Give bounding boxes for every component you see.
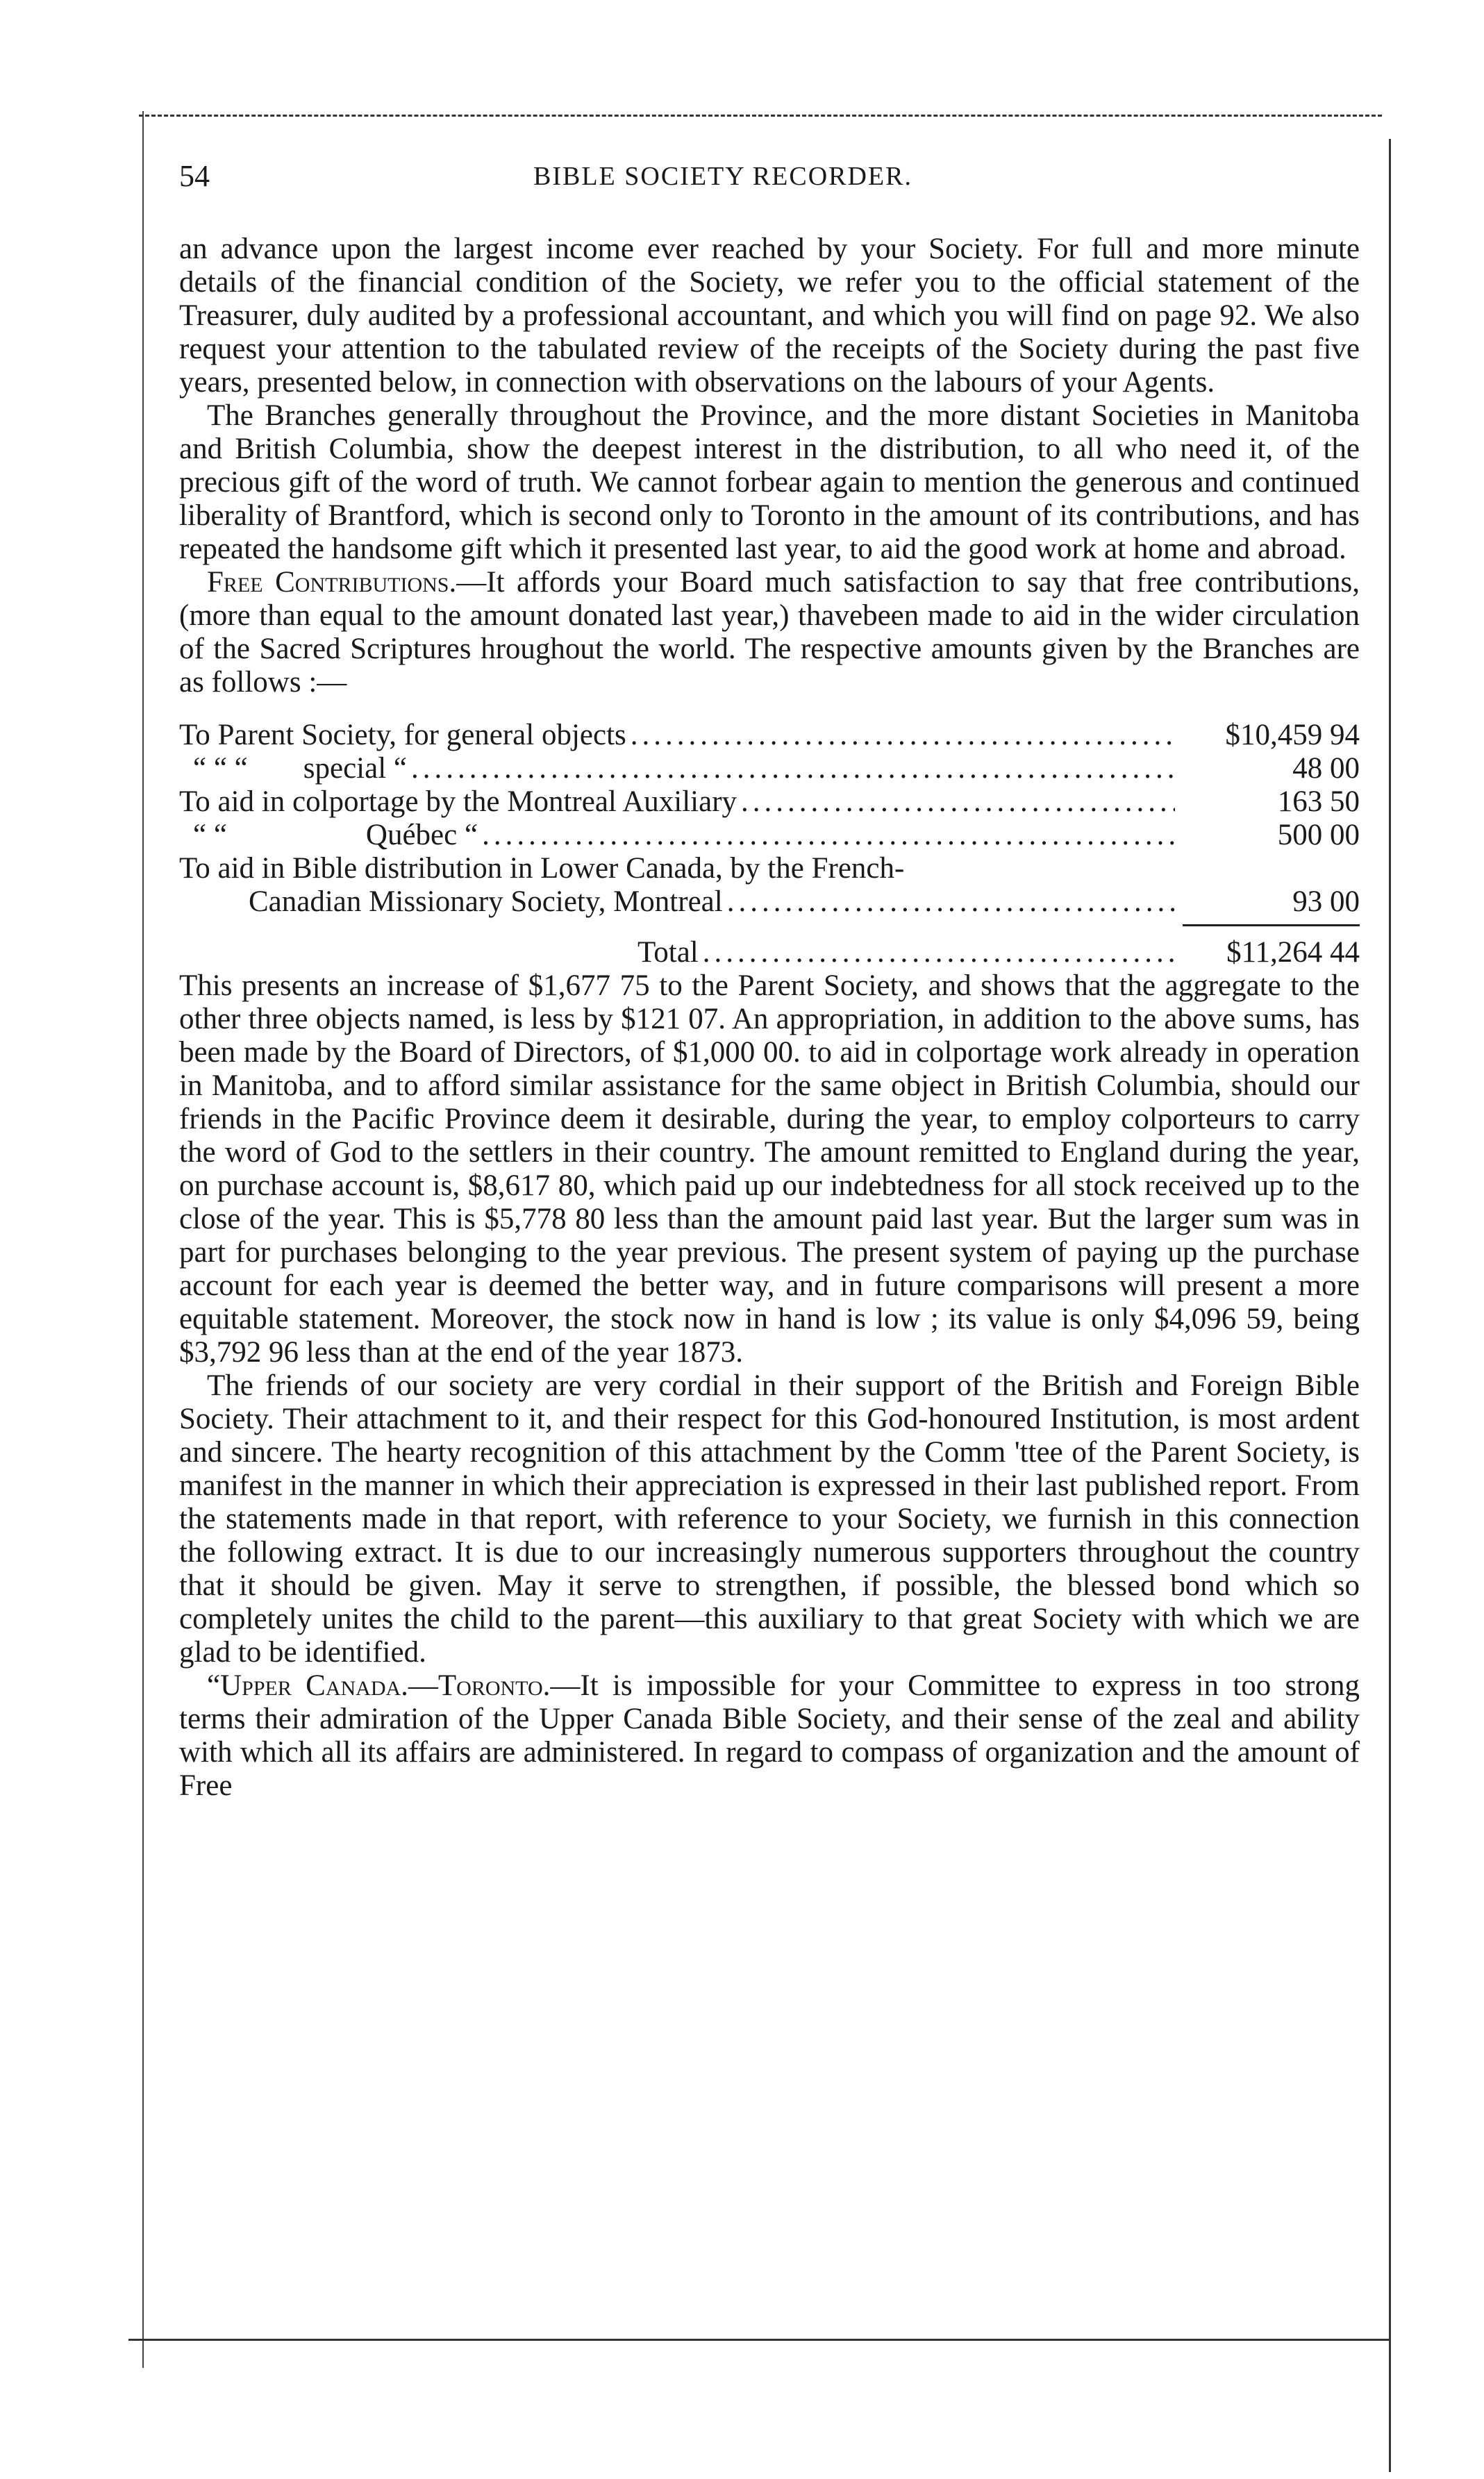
paragraph-1: an advance upon the largest income ever reached by your Society. For full and more minute details of the financial condition of the Society, we refer you to the official statement of the Treasurer, duly audited by a professional accountant, and which you will find on page 92. We also request your attention to the tabulated review of the receipts of the Society during the past five years, presented below, in connection with observations on the labours of your Agents.	[179, 233, 1360, 399]
leader-dots	[741, 785, 1175, 819]
ledger-row-amount: 48 00	[1292, 752, 1360, 785]
ledger-row-amount: $10,459 94	[1225, 719, 1360, 751]
scan-border-top	[139, 115, 1382, 117]
paragraph-3-text: —It affords your Board much satisfaction to say that free contributions, (more than equal to the amount donated last year,) thavebeen made to aid in the wider circulation of the Sacred Scriptures hroughout the world. The respective amounts given by the Branches are as follows :—	[179, 566, 1360, 699]
paragraph-6	[179, 1669, 1360, 1803]
ditto-marks: “ “ “	[193, 752, 248, 785]
leader-dots	[703, 936, 1175, 969]
section-heading-free-contributions: Free Contributions.	[207, 566, 457, 599]
ledger-row-description: Canadian Missionary Society, Montreal	[249, 885, 723, 918]
ledger-row-amount: 500 00	[1277, 819, 1360, 851]
leader-dots	[482, 819, 1175, 852]
total-amount: $11,264 44	[1226, 936, 1360, 969]
leader-dots	[727, 885, 1175, 919]
ledger-row	[179, 785, 1360, 819]
ledger-row-description: To aid in colportage by the Montreal Auxiliary	[179, 785, 737, 818]
ledger-row	[179, 752, 1360, 785]
leader-dots	[411, 752, 1175, 785]
total-label: Total	[637, 936, 699, 969]
ledger-row-amount: 93 00	[1292, 885, 1360, 918]
ditto-marks: “ “	[193, 819, 227, 851]
paragraph-5: The friends of our society are very cordial in their support of the British and Foreign Bible Society. Their attachment to it, and their respect for this God-honoured Institution, is most ardent and sincere. The hearty recognition of this attachment by the Comm 'ttee of the Parent Society, is manifest in the manner in which their appreciation is expressed in their last published report. From the statements made in that report, with reference to your Society, we furnish in this connection the following extract. It is due to our increasingly numerous supporters throughout the country that it should be given. May it serve to strengthen, if possible, the blessed bond which so completely unites the child to the parent—this auxiliary to that great Society with which we are glad to be identified.	[179, 1369, 1360, 1669]
paragraph-4: This presents an increase of $1,677 75 to the Parent Society, and shows that the aggregate to the other three objects named, is less by $121 07. An appropriation, in addition to the above sums, has been made by the Board of Directors, of $1,000 00. to aid in colportage work already in operation in Manitoba, and to afford similar assistance for the same object in British Columbia, should our friends in the Pacific Province deem it desirable, during the year, to employ colporteurs to carry the word of God to the settlers in their country. The amount remitted to England during the year, on purchase account is, $8,617 80, which paid up our indebtedness for all stock received up to the close of the year. This is $5,778 80 less than the amount paid last year. But the larger sum was in part for purchases belonging to the year previous. The present system of paying up the purchase account for each year is deemed the better way, and in future comparisons will present a more equitable statement. Moreover, the stock now in hand is low ; its value is only $4,096 59, being $3,792 96 less than at the end of the year 1873.	[179, 969, 1360, 1369]
ledger-row	[179, 885, 1360, 919]
ledger-row-amount: 163 50	[1277, 785, 1360, 818]
page-header	[179, 158, 1360, 200]
contributions-ledger	[179, 719, 1360, 969]
ledger-row-description	[179, 819, 478, 852]
page-number: 54	[179, 159, 210, 193]
scan-border-right	[1389, 139, 1391, 2472]
ledger-row	[179, 719, 1360, 752]
paragraph-6-text: —It is impossible for your Committee to express in too strong terms their admiration of the Upper Canada Bible Society, and their sense of the zeal and ability with which all its affairs are administered. In regard to compass of organization and the amount of Free	[179, 1669, 1360, 1802]
leader-dots	[631, 719, 1175, 752]
ledger-row-description	[179, 752, 407, 785]
paragraph-3	[179, 566, 1360, 699]
section-heading-upper-canada: “Upper Canada.—Toronto.	[207, 1669, 551, 1702]
running-title: BIBLE SOCIETY RECORDER.	[533, 162, 912, 191]
ledger-row-description: To aid in Bible distribution in Lower Canada, by the French-	[179, 852, 905, 885]
ledger-total-row	[179, 936, 1360, 969]
total-rule	[1183, 924, 1360, 926]
ledger-row	[179, 819, 1360, 852]
paragraph-2: The Branches generally throughout the Province, and the more distant Societies in Manitoba and British Columbia, show the deepest interest in the distribution, to all who need it, of the precious gift of the word of truth. We cannot forbear again to mention the generous and continued liberality of Brantford, which is second only to Toronto in the amount of its contributions, and has repeated the handsome gift which it presented last year, to aid the good work at home and abroad.	[179, 399, 1360, 565]
scan-border-left	[142, 111, 144, 2368]
ledger-row-text: special “	[303, 752, 407, 785]
ledger-row	[179, 852, 1360, 885]
scan-border-bottom	[128, 2339, 1389, 2341]
ledger-row-text: Québec “	[365, 819, 478, 851]
body-text	[179, 233, 1360, 1803]
ledger-row-description: To Parent Society, for general objects	[179, 719, 626, 751]
